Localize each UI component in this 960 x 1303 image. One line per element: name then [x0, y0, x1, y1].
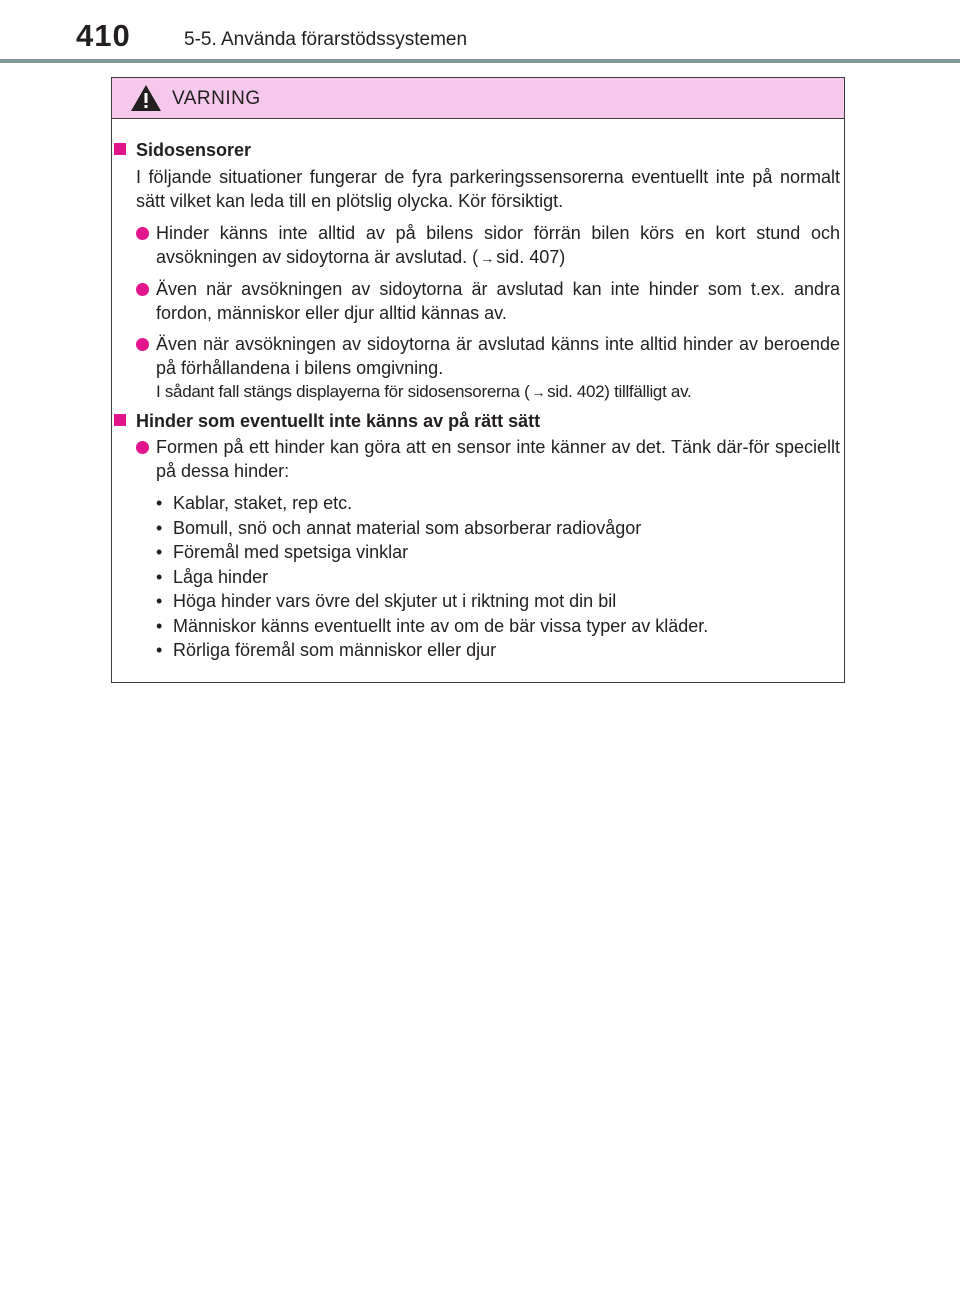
section-intro: I följande situationer fungerar de fyra parkeringssensorerna eventuellt inte på normalt sätt vilket kan leda till en plötslig olycka. Kör försiktigt.	[136, 167, 840, 211]
bullet-extra	[156, 380, 840, 404]
list-item	[136, 221, 840, 270]
obstacle-item: • Människor känns eventuellt inte av om de bär vissa typer av kläder.	[156, 614, 836, 639]
header-rule	[0, 59, 960, 63]
bullet-text: Hinder känns inte alltid av på bilens sidor förrän bilen körs en kort stund och avsökningen av sidoytorna är avslutad. (	[156, 223, 840, 267]
page-reference: sid. 407)	[496, 247, 566, 267]
obstacle-item: • Kablar, staket, rep etc.	[156, 491, 836, 516]
bullet-text: Formen på ett hinder kan göra att en sensor inte känner av det. Tänk där-för speciellt på dessa hinder:	[156, 437, 840, 481]
circle-bullet-icon	[136, 283, 149, 296]
square-bullet-icon	[114, 414, 126, 426]
page-reference: sid. 402) tillfälligt av.	[547, 382, 692, 401]
obstacle-item: • Bomull, snö och annat material som absorberar radiovågor	[156, 516, 836, 541]
obstacle-item: • Höga hinder vars övre del skjuter ut i riktning mot din bil	[156, 589, 836, 614]
warning-header	[112, 78, 844, 119]
circle-bullet-icon	[136, 338, 149, 351]
circle-bullet-icon	[136, 441, 149, 454]
list-item	[136, 435, 840, 483]
section-heading-hinder	[114, 409, 540, 433]
obstacle-list	[156, 491, 836, 663]
obstacle-item: • Föremål med spetsiga vinklar	[156, 540, 836, 565]
square-bullet-icon	[114, 143, 126, 155]
section-title: 5-5. Använda förarstödssystemen	[184, 29, 468, 50]
right-arrow-icon: →	[531, 384, 546, 400]
list-item	[136, 332, 840, 404]
obstacle-item: • Låga hinder	[156, 565, 836, 590]
section-heading-sidosensorer	[114, 138, 251, 162]
section-heading-text: Hinder som eventuellt inte känns av på rätt sätt	[136, 411, 541, 431]
warning-title: VARNING	[172, 88, 261, 109]
section-heading-text: Sidosensorer	[136, 140, 252, 160]
list-item	[136, 277, 840, 325]
warning-box	[111, 77, 845, 683]
page-header	[0, 0, 960, 64]
page-number: 410	[76, 18, 131, 53]
bullet-extra-text: I sådant fall stängs displayerna för sidosensorerna (	[156, 382, 530, 401]
obstacle-item: • Rörliga föremål som människor eller djur	[156, 638, 836, 663]
right-arrow-icon: →	[480, 250, 495, 266]
bullet-text: Även när avsökningen av sidoytorna är avslutad känns inte alltid hinder av beroende på förhållandena i bilens omgivning.	[156, 334, 840, 378]
warning-triangle-icon	[130, 84, 162, 112]
bullet-text: Även när avsökningen av sidoytorna är avslutad kan inte hinder som t.ex. andra fordon, människor eller djur alltid kännas av.	[156, 279, 840, 323]
circle-bullet-icon	[136, 227, 149, 240]
